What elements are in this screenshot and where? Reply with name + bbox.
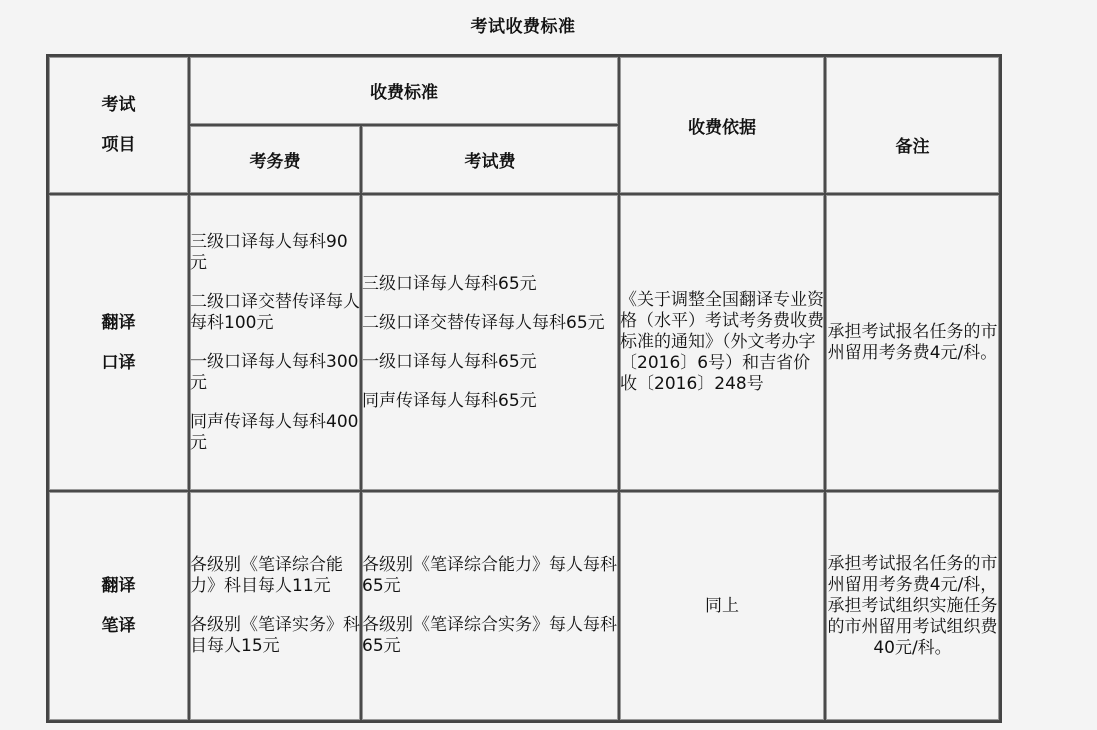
table-row — [48, 491, 1000, 721]
exam-fee-line: 同声传译每人每科65元 — [362, 390, 537, 411]
exam-fee-line: 二级口译交替传译每人每科65元 — [362, 312, 605, 333]
table-row — [48, 194, 1000, 491]
exam-fee-line: 各级别《笔译综合能力》每人每科65元 — [362, 555, 617, 596]
remarks-cell: 承担考试报名任务的市州留用考务费4元/科。 — [825, 194, 1000, 491]
service-fee-line: 同声传译每人每科400元 — [190, 411, 359, 453]
service-fee-line: 各级别《笔译综合能力》科目每人11元 — [190, 555, 343, 596]
row-item-line2: 口译 — [101, 352, 136, 373]
row-item-line1: 翻译 — [101, 312, 136, 333]
exam-fee-line: 一级口译每人每科65元 — [362, 351, 537, 372]
header-exam-item-line1: 考试 — [101, 95, 136, 115]
exam-fee-line: 各级别《笔译综合实务》每人每科65元 — [362, 615, 617, 656]
fee-basis-cell: 《关于调整全国翻译专业资格（水平）考试考务费收费标准的通知》（外文考办字〔2016〕6号）和吉省价收〔2016〕248号 — [619, 194, 825, 491]
fee-standard-table — [46, 54, 1002, 723]
exam-fee-cell — [361, 491, 619, 721]
header-exam-item-line2: 项目 — [101, 135, 136, 155]
header-fee-standard: 收费标准 — [189, 56, 619, 125]
header-exam-item — [48, 56, 189, 194]
exam-fee-cell — [361, 194, 619, 491]
fee-basis-cell: 同上 — [619, 491, 825, 721]
header-fee-basis: 收费依据 — [619, 56, 825, 194]
row-item-line2: 笔译 — [101, 616, 136, 636]
row-item-oral — [48, 194, 189, 491]
service-fee-line: 各级别《笔译实务》科目每人15元 — [190, 615, 360, 656]
service-fee-line: 一级口译每人每科300元 — [190, 351, 359, 393]
remarks-cell: 承担考试报名任务的市州留用考务费4元/科，承担考试组织实施任务的市州留用考试组织费40元/科。 — [825, 491, 1000, 721]
page-title: 考试收费标准 — [470, 17, 576, 37]
header-row-1 — [48, 56, 1000, 125]
service-fee-cell — [189, 194, 361, 491]
row-item-line1: 翻译 — [101, 576, 136, 596]
header-exam-fee: 考试费 — [361, 125, 619, 194]
service-fee-line: 二级口译交替传译每人每科100元 — [190, 291, 360, 333]
header-remarks: 备注 — [825, 56, 1000, 194]
service-fee-cell — [189, 491, 361, 721]
header-service-fee: 考务费 — [189, 125, 361, 194]
exam-fee-line: 三级口译每人每科65元 — [362, 273, 537, 294]
row-item-written — [48, 491, 189, 721]
service-fee-line: 三级口译每人每科90元 — [190, 231, 348, 273]
